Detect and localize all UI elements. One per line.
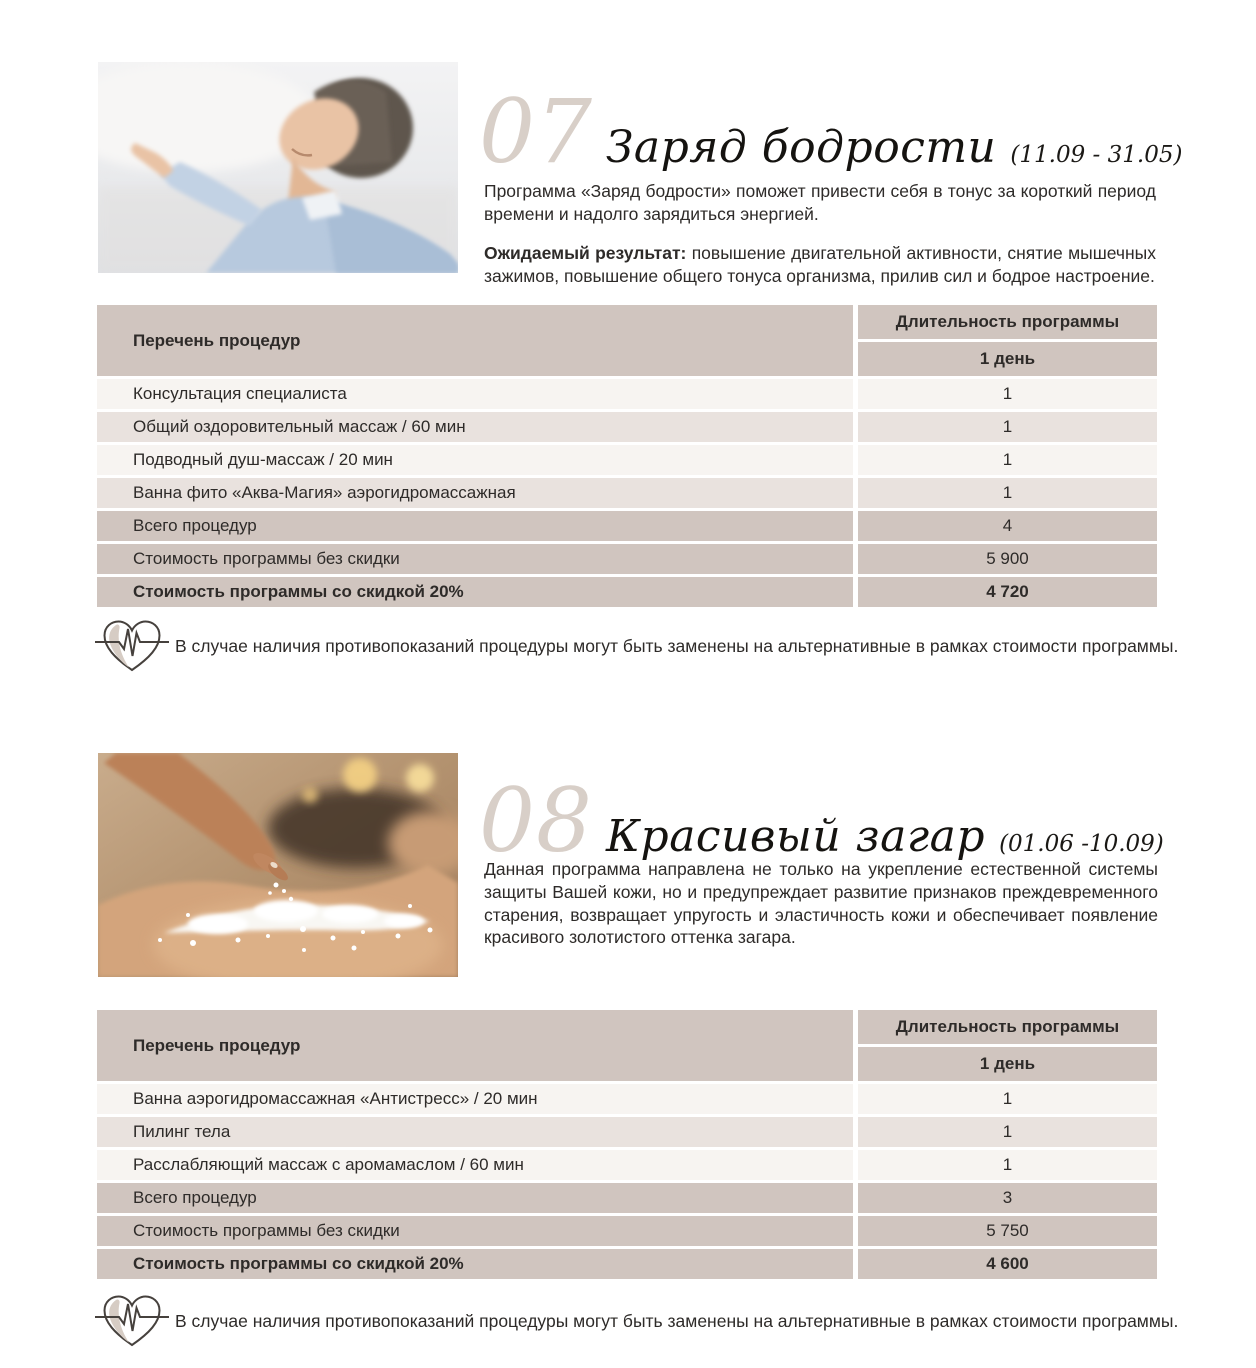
- procedure-count: 3: [1002, 1188, 1013, 1207]
- procedure-count: 1: [1002, 1155, 1013, 1174]
- table-header: [97, 305, 1157, 376]
- procedure-name: Ванна фито «Аква-Магия» аэрогидромассажная: [97, 478, 858, 508]
- table-row: [97, 574, 1157, 607]
- expected-result-label: Ожидаемый результат:: [484, 243, 687, 263]
- heart-pulse-icon: [95, 1290, 169, 1352]
- procedure-name: Общий оздоровительный массаж / 60 мин: [97, 412, 858, 442]
- procedure-count: 5 900: [986, 549, 1029, 568]
- table-header: [97, 1010, 1157, 1081]
- program-description: Данная программа направлена не только на укрепление естественной системы защиты Вашей кожи, но и предупреждает развитие признаков преждевременного старения, возвращает упругость и эластичность кожи и обеспечивает появление красивого золотистого оттенка загара.: [484, 859, 1158, 948]
- procedure-count: 4: [1002, 516, 1013, 535]
- man-arms-open-illustration: [98, 62, 458, 273]
- table-row: [97, 475, 1157, 508]
- procedure-name: Пилинг тела: [97, 1117, 858, 1147]
- program-dates: (11.09 - 31.05): [1010, 142, 1183, 168]
- procedure-name: Расслабляющий массаж с аромамаслом / 60 мин: [97, 1150, 858, 1180]
- procedure-name: Стоимость программы со скидкой 20%: [97, 577, 858, 607]
- program-title: Красивый загар: [605, 811, 986, 862]
- heart-pulse-icon: [95, 615, 169, 677]
- duration-column-header: [858, 1010, 1157, 1081]
- table-row: [97, 1081, 1157, 1114]
- procedures-column-header: Перечень процедур: [97, 1010, 858, 1081]
- table-row: [97, 409, 1157, 442]
- procedure-name: Всего процедур: [97, 1183, 858, 1213]
- duration-column-header: [858, 305, 1157, 376]
- procedure-count: 1: [1002, 483, 1013, 502]
- procedure-count: 1: [1002, 1122, 1013, 1141]
- procedure-name: Всего процедур: [97, 511, 858, 541]
- procedure-name: Подводный душ-массаж / 20 мин: [97, 445, 858, 475]
- program-07-photo: [98, 62, 458, 273]
- procedure-count: 1: [1002, 417, 1013, 436]
- procedure-name: Стоимость программы со скидкой 20%: [97, 1249, 858, 1279]
- duration-header-label: Длительность программы: [895, 312, 1120, 331]
- table-row: [97, 1180, 1157, 1213]
- procedure-count: 4 600: [986, 1254, 1029, 1273]
- table-row: [97, 1114, 1157, 1147]
- note-text: В случае наличия противопоказаний процедуры могут быть заменены на альтернативные в рамках стоимости программы.: [175, 1310, 1179, 1331]
- program-number: 08: [479, 769, 593, 872]
- table-row: [97, 442, 1157, 475]
- contraindication-note: [95, 1290, 1178, 1352]
- duration-header-label: Длительность программы: [895, 1017, 1120, 1036]
- expected-result-paragraph: [484, 242, 1156, 288]
- procedure-name: Стоимость программы без скидки: [97, 544, 858, 574]
- contraindication-note: [95, 615, 1178, 677]
- procedure-count: 5 750: [986, 1221, 1029, 1240]
- program-dates: (01.06 -10.09): [999, 831, 1164, 857]
- procedure-name: Консультация специалиста: [97, 379, 858, 409]
- table-row: [97, 541, 1157, 574]
- table-row: [97, 376, 1157, 409]
- duration-subheader-label: 1 день: [858, 1044, 1157, 1081]
- table-row: [97, 1147, 1157, 1180]
- procedure-count: 1: [1002, 1089, 1013, 1108]
- duration-subheader-label: 1 день: [858, 339, 1157, 376]
- salt-scrub-massage-illustration: [98, 753, 458, 977]
- table-row: [97, 1213, 1157, 1246]
- program-08-photo: [98, 753, 458, 977]
- table-row: [97, 508, 1157, 541]
- procedure-count: 1: [1002, 384, 1013, 403]
- program-number: 07: [479, 80, 593, 183]
- expected-result-text: повышение двигательной активности, снятие мышечных зажимов, повышение общего тонуса организма, прилив сил и бодрое настроение.: [484, 243, 1157, 286]
- procedure-count: 1: [1002, 450, 1013, 469]
- procedure-count: 4 720: [986, 582, 1029, 601]
- program-08-header: [479, 769, 1164, 872]
- procedure-name: Ванна аэрогидромассажная «Антистресс» / 20 мин: [97, 1084, 858, 1114]
- table-body: [97, 1081, 1157, 1279]
- procedures-table-07: [97, 305, 1157, 607]
- procedure-name: Стоимость программы без скидки: [97, 1216, 858, 1246]
- table-body: [97, 376, 1157, 607]
- program-title: Заряд бодрости: [605, 122, 997, 173]
- procedures-table-08: [97, 1010, 1157, 1279]
- program-07-header: [479, 80, 1183, 183]
- procedures-column-header: Перечень процедур: [97, 305, 858, 376]
- note-text: В случае наличия противопоказаний процедуры могут быть заменены на альтернативные в рамках стоимости программы.: [175, 635, 1179, 656]
- program-description: Программа «Заряд бодрости» поможет привести себя в тонус за короткий период времени и надолго зарядиться энергией.: [484, 181, 1156, 224]
- table-row: [97, 1246, 1157, 1279]
